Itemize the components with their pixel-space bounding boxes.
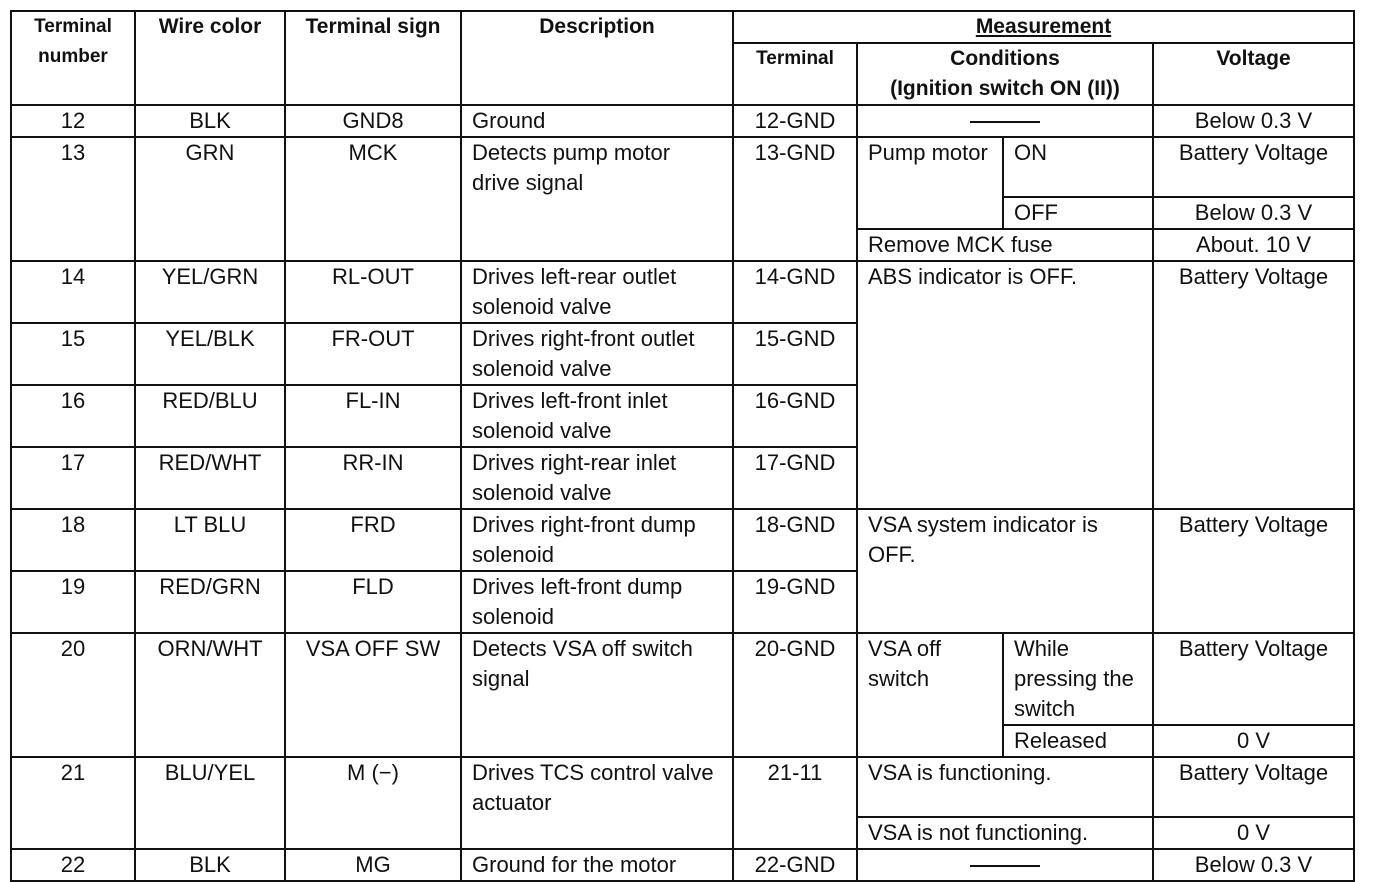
table-row (11, 757, 1354, 817)
cell-voltage: Below 0.3 V (1153, 197, 1354, 229)
cell-terminal-sign: MCK (285, 137, 461, 261)
cell-description: Detects VSA off switch signal (461, 633, 733, 757)
header-terminal-sign: Terminal sign (285, 11, 461, 105)
cell-voltage: 0 V (1153, 817, 1354, 849)
cell-terminal-sign: RL-OUT (285, 261, 461, 323)
cell-voltage: Battery Voltage (1153, 261, 1354, 509)
cell-meas-terminal: 16-GND (733, 385, 857, 447)
cell-terminal-number: 16 (11, 385, 135, 447)
cell-condition-pump-motor: Pump motor (857, 137, 1003, 229)
cell-wire-color: YEL/GRN (135, 261, 285, 323)
table-row (11, 633, 1354, 725)
cell-condition-on: ON (1003, 137, 1153, 197)
dash-mark (970, 865, 1040, 867)
cell-condition-functioning: VSA is functioning. (857, 757, 1153, 817)
header-conditions-line1: Conditions (950, 47, 1060, 70)
cell-wire-color: LT BLU (135, 509, 285, 571)
cell-voltage: Below 0.3 V (1153, 849, 1354, 881)
cell-description: Drives left-front dump solenoid (461, 571, 733, 633)
header-conditions-line2: (Ignition switch ON (II)) (890, 77, 1120, 100)
cell-meas-terminal: 20-GND (733, 633, 857, 757)
cell-wire-color: BLK (135, 105, 285, 137)
cell-terminal-number: 21 (11, 757, 135, 849)
cell-description: Drives right-rear inlet solenoid valve (461, 447, 733, 509)
cell-terminal-sign: FL-IN (285, 385, 461, 447)
cell-wire-color: ORN/WHT (135, 633, 285, 757)
cell-condition-vsa-off-switch: VSA off switch (857, 633, 1003, 757)
cell-terminal-sign: M (−) (285, 757, 461, 849)
cell-condition-not-functioning: VSA is not functioning. (857, 817, 1153, 849)
cell-condition-vsa-indicator: VSA system indicator is OFF. (857, 509, 1153, 633)
cell-description: Drives right-front outlet solenoid valve (461, 323, 733, 385)
cell-condition-released: Released (1003, 725, 1153, 757)
cell-meas-terminal: 22-GND (733, 849, 857, 881)
cell-description: Ground for the motor (461, 849, 733, 881)
table-row (11, 509, 1354, 571)
cell-terminal-number: 17 (11, 447, 135, 509)
cell-voltage: Battery Voltage (1153, 633, 1354, 725)
table-row (11, 261, 1354, 323)
cell-meas-terminal: 12-GND (733, 105, 857, 137)
header-description: Description (461, 11, 733, 105)
cell-terminal-sign: FLD (285, 571, 461, 633)
cell-condition-none (857, 105, 1153, 137)
cell-wire-color: BLK (135, 849, 285, 881)
cell-meas-terminal: 13-GND (733, 137, 857, 261)
cell-terminal-sign: MG (285, 849, 461, 881)
cell-wire-color: RED/BLU (135, 385, 285, 447)
cell-condition-pressing: While pressing the switch (1003, 633, 1153, 725)
cell-meas-terminal: 21-11 (733, 757, 857, 849)
cell-terminal-number: 20 (11, 633, 135, 757)
table-row (11, 105, 1354, 137)
cell-terminal-number: 15 (11, 323, 135, 385)
cell-terminal-sign: GND8 (285, 105, 461, 137)
header-conditions (857, 43, 1153, 105)
cell-terminal-number: 19 (11, 571, 135, 633)
cell-meas-terminal: 15-GND (733, 323, 857, 385)
header-wire-color: Wire color (135, 11, 285, 105)
cell-voltage: 0 V (1153, 725, 1354, 757)
cell-voltage: Battery Voltage (1153, 757, 1354, 817)
cell-terminal-sign: FR-OUT (285, 323, 461, 385)
terminal-table (10, 10, 1355, 882)
cell-voltage: Below 0.3 V (1153, 105, 1354, 137)
cell-condition-off: OFF (1003, 197, 1153, 229)
cell-voltage: Battery Voltage (1153, 137, 1354, 197)
table-row (11, 849, 1354, 881)
cell-terminal-number: 22 (11, 849, 135, 881)
cell-description: Ground (461, 105, 733, 137)
cell-wire-color: BLU/YEL (135, 757, 285, 849)
cell-terminal-number: 13 (11, 137, 135, 261)
cell-condition-none (857, 849, 1153, 881)
cell-description: Drives TCS control valve actuator (461, 757, 733, 849)
cell-terminal-number: 12 (11, 105, 135, 137)
cell-meas-terminal: 17-GND (733, 447, 857, 509)
cell-terminal-sign: FRD (285, 509, 461, 571)
table-row (11, 137, 1354, 197)
header-terminal-number: Terminal number (11, 11, 135, 105)
cell-terminal-number: 14 (11, 261, 135, 323)
cell-wire-color: YEL/BLK (135, 323, 285, 385)
cell-voltage: About. 10 V (1153, 229, 1354, 261)
dash-mark (970, 121, 1040, 123)
cell-condition-fuse: Remove MCK fuse (857, 229, 1153, 261)
cell-description: Detects pump motor drive signal (461, 137, 733, 261)
cell-description: Drives left-rear outlet solenoid valve (461, 261, 733, 323)
cell-terminal-number: 18 (11, 509, 135, 571)
cell-condition-abs: ABS indicator is OFF. (857, 261, 1153, 509)
terminal-table-sheet (10, 10, 1355, 882)
header-voltage: Voltage (1153, 43, 1354, 105)
cell-wire-color: GRN (135, 137, 285, 261)
cell-wire-color: RED/GRN (135, 571, 285, 633)
cell-terminal-sign: RR-IN (285, 447, 461, 509)
cell-voltage: Battery Voltage (1153, 509, 1354, 633)
cell-wire-color: RED/WHT (135, 447, 285, 509)
header-measurement: Measurement (733, 11, 1354, 43)
cell-description: Drives left-front inlet solenoid valve (461, 385, 733, 447)
cell-description: Drives right-front dump solenoid (461, 509, 733, 571)
cell-meas-terminal: 19-GND (733, 571, 857, 633)
cell-meas-terminal: 18-GND (733, 509, 857, 571)
cell-meas-terminal: 14-GND (733, 261, 857, 323)
header-meas-terminal: Terminal (733, 43, 857, 105)
cell-terminal-sign: VSA OFF SW (285, 633, 461, 757)
